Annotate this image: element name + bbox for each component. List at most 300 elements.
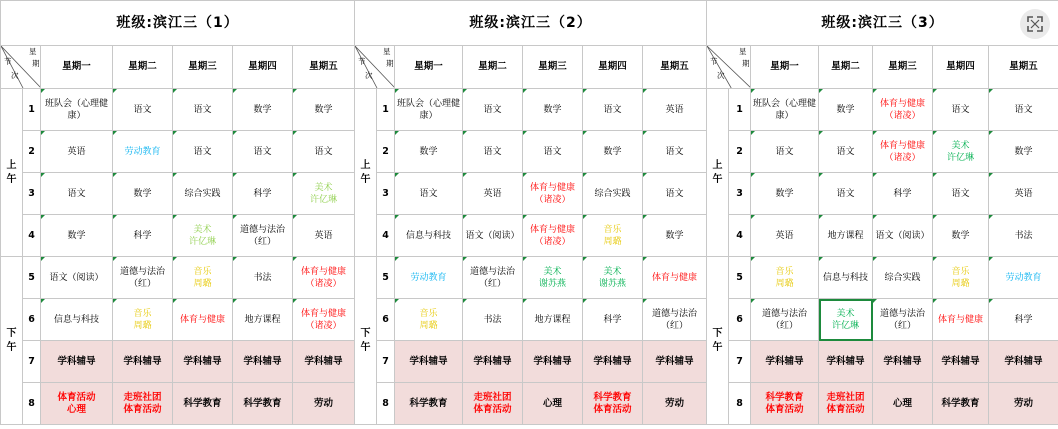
course-name: 英语 (1014, 188, 1033, 199)
period-number[interactable]: 5 (729, 257, 751, 299)
timetable-cell[interactable] (395, 341, 463, 383)
timetable-cell[interactable] (819, 257, 873, 299)
timetable-cell[interactable] (233, 341, 293, 383)
timetable-cell[interactable] (751, 173, 819, 215)
course-name: 科学教育 (765, 391, 804, 403)
timetable-cell[interactable] (819, 89, 873, 131)
comment-marker (873, 131, 877, 135)
class-title[interactable]: 班级:滨江三（3） (707, 1, 1058, 46)
timetable-cell[interactable] (523, 173, 583, 215)
course-name: 音乐 (419, 308, 438, 319)
course-name: 道德与法治（红） (119, 266, 165, 289)
day-header[interactable]: 星期二 (113, 46, 173, 89)
timetable-cell[interactable] (293, 173, 355, 215)
cell-text (173, 266, 232, 290)
class-title[interactable]: 班级:滨江三（1） (1, 1, 355, 46)
timetable-cell[interactable] (751, 341, 819, 383)
timetable-cell[interactable] (873, 383, 933, 425)
timetable-cell[interactable] (933, 299, 989, 341)
course-name: 体育与健康（诸凌） (879, 140, 925, 163)
timetable-cell[interactable] (463, 131, 523, 173)
timetable-cell[interactable] (233, 383, 293, 425)
comment-marker (643, 257, 647, 261)
cell-text (523, 146, 582, 158)
timetable-cell[interactable] (41, 215, 113, 257)
corner-label: 节 (4, 57, 12, 66)
course-name: 劳动 (665, 397, 685, 409)
day-header[interactable]: 星期四 (583, 46, 643, 89)
timetable-cell[interactable] (293, 299, 355, 341)
day-header[interactable]: 星期五 (643, 46, 707, 89)
comment-marker (819, 299, 823, 303)
course-name: 地方课程 (827, 230, 864, 241)
comment-marker (933, 299, 937, 303)
corner-header[interactable] (355, 46, 395, 89)
course-name: 音乐 (603, 224, 622, 235)
cell-text (751, 356, 818, 368)
course-name: 书法 (1014, 230, 1033, 241)
timetable-cell[interactable] (933, 257, 989, 299)
cell-text (41, 392, 112, 416)
period-number[interactable]: 4 (23, 215, 41, 257)
course-name: 信息与科技 (53, 314, 99, 325)
period-number[interactable]: 6 (729, 299, 751, 341)
timetable-cell[interactable] (523, 89, 583, 131)
timetable-cell[interactable] (989, 89, 1058, 131)
period-number[interactable]: 3 (729, 173, 751, 215)
timetable-cell[interactable] (293, 131, 355, 173)
timetable-cell[interactable] (293, 215, 355, 257)
comment-marker (173, 173, 177, 177)
timetable-cell[interactable] (113, 173, 173, 215)
course-name: 体育与健康 (652, 272, 698, 283)
day-header[interactable]: 星期三 (523, 46, 583, 89)
timetable-cell[interactable] (873, 341, 933, 383)
timetable-cell[interactable] (989, 131, 1058, 173)
timetable-cell[interactable] (643, 383, 707, 425)
cell-text (583, 146, 642, 158)
day-header[interactable]: 星期三 (173, 46, 233, 89)
corner-header[interactable] (707, 46, 751, 89)
timetable-cell[interactable] (583, 299, 643, 341)
timetable-cell[interactable] (523, 215, 583, 257)
timetable-cell[interactable] (643, 341, 707, 383)
timetable-cell[interactable] (643, 257, 707, 299)
timetable-cell[interactable] (873, 131, 933, 173)
cell-text (113, 356, 172, 368)
half-label-morning[interactable] (707, 89, 729, 257)
timetable-cell[interactable] (643, 215, 707, 257)
timetable-cell[interactable] (113, 341, 173, 383)
timetable-cell[interactable] (41, 131, 113, 173)
timetable-cell[interactable] (41, 173, 113, 215)
timetable-cell[interactable] (463, 89, 523, 131)
timetable-cell[interactable] (873, 257, 933, 299)
timetable-cell[interactable] (173, 257, 233, 299)
timetable-cell[interactable] (933, 173, 989, 215)
course-name: 语文 (419, 188, 438, 199)
course-name: 学科辅导 (533, 355, 572, 367)
timetable-cell[interactable] (933, 131, 989, 173)
timetable-cell[interactable] (41, 89, 113, 131)
course-name: 劳动教育 (410, 272, 447, 283)
course-name: 美术 (603, 266, 622, 277)
period-number[interactable]: 5 (23, 257, 41, 299)
cell-text (293, 182, 354, 206)
course-detail: 体育活动 (473, 403, 512, 415)
timetable-cell[interactable] (523, 257, 583, 299)
period-number[interactable]: 4 (729, 215, 751, 257)
day-header[interactable]: 星期三 (873, 46, 933, 89)
timetable-cell[interactable] (173, 215, 233, 257)
timetable-cell[interactable] (113, 257, 173, 299)
timetable-cell[interactable] (173, 299, 233, 341)
timetable-cell[interactable] (933, 215, 989, 257)
period-number[interactable]: 8 (23, 383, 41, 425)
timetable-cell[interactable] (583, 341, 643, 383)
course-name: 音乐 (133, 308, 152, 319)
comment-marker (989, 215, 993, 219)
timetable-cell[interactable] (395, 89, 463, 131)
cell-text (41, 188, 112, 200)
cell-text (395, 230, 462, 242)
image-zoom-button[interactable] (1020, 9, 1050, 39)
timetable-cell[interactable] (113, 131, 173, 173)
timetable-cell[interactable] (395, 173, 463, 215)
timetable-cell[interactable] (583, 131, 643, 173)
day-header[interactable]: 星期五 (989, 46, 1058, 89)
timetable-cell[interactable] (395, 383, 463, 425)
comment-marker (523, 215, 527, 219)
comment-marker (643, 173, 647, 177)
timetable-cell[interactable] (173, 89, 233, 131)
course-detail: 许亿琳 (188, 236, 216, 247)
course-name: 语文 (314, 146, 333, 157)
timetable-cell[interactable] (233, 131, 293, 173)
timetable-cell[interactable] (233, 299, 293, 341)
cell-text (173, 146, 232, 158)
timetable-cell[interactable] (751, 89, 819, 131)
cell-text (751, 266, 818, 290)
timetable-cell[interactable] (643, 299, 707, 341)
comment-marker (751, 299, 755, 303)
cell-text (819, 356, 872, 368)
timetable-cell[interactable] (293, 89, 355, 131)
period-number[interactable]: 4 (377, 215, 395, 257)
timetable-cell[interactable] (751, 131, 819, 173)
timetable-cell[interactable] (989, 299, 1058, 341)
timetable-cell[interactable] (989, 383, 1058, 425)
comment-marker (173, 89, 177, 93)
timetable-cell[interactable] (751, 257, 819, 299)
timetable-cell[interactable] (873, 299, 933, 341)
timetable-cell[interactable] (819, 173, 873, 215)
cell-text (293, 146, 354, 158)
timetable-cell[interactable] (173, 173, 233, 215)
course-name: 心理 (892, 397, 912, 409)
course-name: 劳动教育 (1005, 272, 1042, 283)
timetable-cell[interactable] (819, 383, 873, 425)
comment-marker (113, 215, 117, 219)
timetable-cell[interactable] (933, 383, 989, 425)
timetable-cell[interactable] (173, 341, 233, 383)
course-name: 语文 (67, 188, 86, 199)
period-number[interactable]: 3 (23, 173, 41, 215)
timetable-cell[interactable] (583, 215, 643, 257)
timetable-cell[interactable] (113, 215, 173, 257)
comment-marker (233, 173, 237, 177)
timetable-cell[interactable] (873, 173, 933, 215)
day-header[interactable]: 星期一 (751, 46, 819, 89)
timetable-cell[interactable] (643, 89, 707, 131)
timetable-cell[interactable] (463, 383, 523, 425)
timetable-cell[interactable] (41, 257, 113, 299)
timetable-cell[interactable] (989, 215, 1058, 257)
cell-text (873, 398, 932, 410)
timetable-cell[interactable] (395, 215, 463, 257)
cell-text (293, 356, 354, 368)
day-header[interactable]: 星期五 (293, 46, 355, 89)
corner-header[interactable] (1, 46, 41, 89)
comment-marker (583, 257, 587, 261)
half-label-morning[interactable] (355, 89, 377, 257)
timetable-cell[interactable] (819, 341, 873, 383)
course-name: 体育与健康（诸凌） (879, 98, 925, 121)
cell-text (643, 272, 706, 284)
timetable-3 (706, 0, 1058, 425)
course-name: 英语 (775, 230, 794, 241)
timetable-cell[interactable] (989, 341, 1058, 383)
period-number[interactable]: 1 (377, 89, 395, 131)
timetable-cell[interactable] (173, 383, 233, 425)
timetable-cell[interactable] (873, 215, 933, 257)
half-label-afternoon[interactable] (355, 257, 377, 425)
course-name: 体育与健康（诸凌） (301, 266, 347, 289)
timetable-cell[interactable] (583, 383, 643, 425)
course-name: 体育与健康（诸凌） (301, 308, 347, 331)
course-name: 美术 (314, 182, 333, 193)
course-name: 数学 (665, 230, 684, 241)
period-number[interactable]: 6 (23, 299, 41, 341)
cell-text (41, 146, 112, 158)
period-number[interactable]: 1 (23, 89, 41, 131)
cell-text (293, 398, 354, 410)
comment-marker (583, 173, 587, 177)
day-header[interactable]: 星期一 (41, 46, 113, 89)
course-name: 地方课程 (534, 314, 571, 325)
period-number[interactable]: 2 (377, 131, 395, 173)
comment-marker (113, 299, 117, 303)
period-number[interactable]: 7 (377, 341, 395, 383)
cell-text (873, 98, 932, 122)
timetable-cell[interactable] (395, 299, 463, 341)
timetable-cell[interactable] (113, 299, 173, 341)
timetable-cell[interactable] (233, 89, 293, 131)
timetable-cell[interactable] (395, 131, 463, 173)
course-name: 科学 (253, 188, 272, 199)
cell-text (41, 272, 112, 284)
comment-marker (395, 173, 399, 177)
timetable-cell[interactable] (583, 173, 643, 215)
class-title[interactable]: 班级:滨江三（2） (355, 1, 707, 46)
course-name: 学科辅导 (941, 355, 980, 367)
course-detail: 体育活动 (593, 403, 632, 415)
timetable-cell[interactable] (583, 89, 643, 131)
cell-text (395, 146, 462, 158)
course-name: 语文 (543, 146, 562, 157)
cell-text (113, 230, 172, 242)
cell-text (41, 230, 112, 242)
period-number[interactable]: 8 (377, 383, 395, 425)
cell-text (463, 146, 522, 158)
corner-label: 节 (358, 57, 366, 66)
timetable-cell[interactable] (523, 383, 583, 425)
timetable-cell[interactable] (819, 131, 873, 173)
day-header[interactable]: 星期二 (819, 46, 873, 89)
day-header[interactable]: 星期一 (395, 46, 463, 89)
timetable-cell[interactable] (751, 383, 819, 425)
timetable-cell[interactable] (233, 173, 293, 215)
cell-text (463, 266, 522, 290)
cell-text (395, 272, 462, 284)
cell-text (233, 104, 292, 116)
day-header[interactable]: 星期二 (463, 46, 523, 89)
timetable-cell[interactable] (643, 131, 707, 173)
timetable-cell[interactable] (293, 383, 355, 425)
comment-marker (751, 257, 755, 261)
period-number[interactable]: 8 (729, 383, 751, 425)
timetable-cell[interactable] (173, 131, 233, 173)
timetable-cell[interactable] (523, 131, 583, 173)
period-number[interactable]: 7 (729, 341, 751, 383)
timetable-cell[interactable] (583, 257, 643, 299)
period-number[interactable]: 6 (377, 299, 395, 341)
half-label-afternoon[interactable] (1, 257, 23, 425)
timetable-cell[interactable] (293, 257, 355, 299)
cell-text (933, 230, 988, 242)
timetable-cell[interactable] (463, 257, 523, 299)
course-name: 学科辅导 (883, 355, 922, 367)
course-detail: 周璐 (133, 320, 152, 331)
half-label-text: 下午 (712, 327, 723, 353)
comment-marker (233, 89, 237, 93)
cell-text (583, 392, 642, 416)
course-detail: 谢苏燕 (538, 278, 566, 289)
period-number[interactable]: 7 (23, 341, 41, 383)
course-name: 学科辅导 (243, 355, 282, 367)
comment-marker (41, 131, 45, 135)
half-label-morning[interactable] (1, 89, 23, 257)
comment-marker (819, 215, 823, 219)
comment-marker (463, 257, 467, 261)
period-number[interactable]: 5 (377, 257, 395, 299)
course-name: 数学 (314, 104, 333, 115)
timetable-cell[interactable] (41, 383, 113, 425)
zoom-icon (1027, 16, 1043, 32)
comment-marker (873, 257, 877, 261)
timetable-cell[interactable] (933, 341, 989, 383)
cell-text (113, 188, 172, 200)
cell-text (113, 266, 172, 290)
timetable-cell[interactable] (933, 89, 989, 131)
comment-marker (173, 257, 177, 261)
cell-text (173, 398, 232, 410)
timetable-cell[interactable] (463, 173, 523, 215)
period-number[interactable]: 3 (377, 173, 395, 215)
timetable-cell[interactable] (463, 341, 523, 383)
cell-text (523, 266, 582, 290)
day-header[interactable]: 星期四 (233, 46, 293, 89)
timetable-cell[interactable] (819, 299, 873, 341)
timetable-cell[interactable] (113, 89, 173, 131)
cell-text (463, 314, 522, 326)
timetable-cell[interactable] (293, 341, 355, 383)
period-number[interactable]: 2 (729, 131, 751, 173)
period-number[interactable]: 1 (729, 89, 751, 131)
course-name: 语文 (836, 146, 855, 157)
cell-text (643, 104, 706, 116)
timetable-cell[interactable] (989, 257, 1058, 299)
course-name: 走班社团 (123, 391, 162, 403)
day-header[interactable]: 星期四 (933, 46, 989, 89)
timetable-cell[interactable] (233, 215, 293, 257)
course-name: 科学 (603, 314, 622, 325)
timetable-cell[interactable] (523, 299, 583, 341)
timetable-cell[interactable] (233, 257, 293, 299)
comment-marker (583, 299, 587, 303)
cell-text (751, 146, 818, 158)
comment-marker (395, 257, 399, 261)
timetable-cell[interactable] (643, 173, 707, 215)
timetable-cell[interactable] (523, 341, 583, 383)
course-name: 数学 (603, 146, 622, 157)
timetable-cell[interactable] (463, 215, 523, 257)
comment-marker (819, 257, 823, 261)
timetable-cell[interactable] (113, 383, 173, 425)
period-number[interactable]: 2 (23, 131, 41, 173)
cell-text (583, 188, 642, 200)
course-name: 学科辅导 (1004, 355, 1043, 367)
course-name: 语文 (193, 146, 212, 157)
course-name: 语文 (951, 188, 970, 199)
comment-marker (873, 215, 877, 219)
cell-text (41, 314, 112, 326)
timetable-cell[interactable] (463, 299, 523, 341)
timetable-cell[interactable] (41, 299, 113, 341)
cell-text (989, 104, 1058, 116)
cell-text (523, 182, 582, 206)
timetable-cell[interactable] (41, 341, 113, 383)
comment-marker (41, 299, 45, 303)
timetable-cell[interactable] (395, 257, 463, 299)
course-name: 道德与法治（红） (239, 224, 285, 247)
timetable-cell[interactable] (989, 173, 1058, 215)
course-name: 语文 (253, 146, 272, 157)
cell-text (583, 104, 642, 116)
comment-marker (395, 299, 399, 303)
half-label-text: 上午 (712, 159, 723, 185)
timetable-cell[interactable] (819, 215, 873, 257)
cell-text (819, 272, 872, 284)
timetable-cell[interactable] (751, 299, 819, 341)
comment-marker (41, 173, 45, 177)
course-name: 学科辅导 (123, 355, 162, 367)
half-label-afternoon[interactable] (707, 257, 729, 425)
timetable-cell[interactable] (751, 215, 819, 257)
course-name: 体育与健康（诸凌） (529, 182, 575, 205)
timetable-cell[interactable] (873, 89, 933, 131)
cell-text (41, 356, 112, 368)
